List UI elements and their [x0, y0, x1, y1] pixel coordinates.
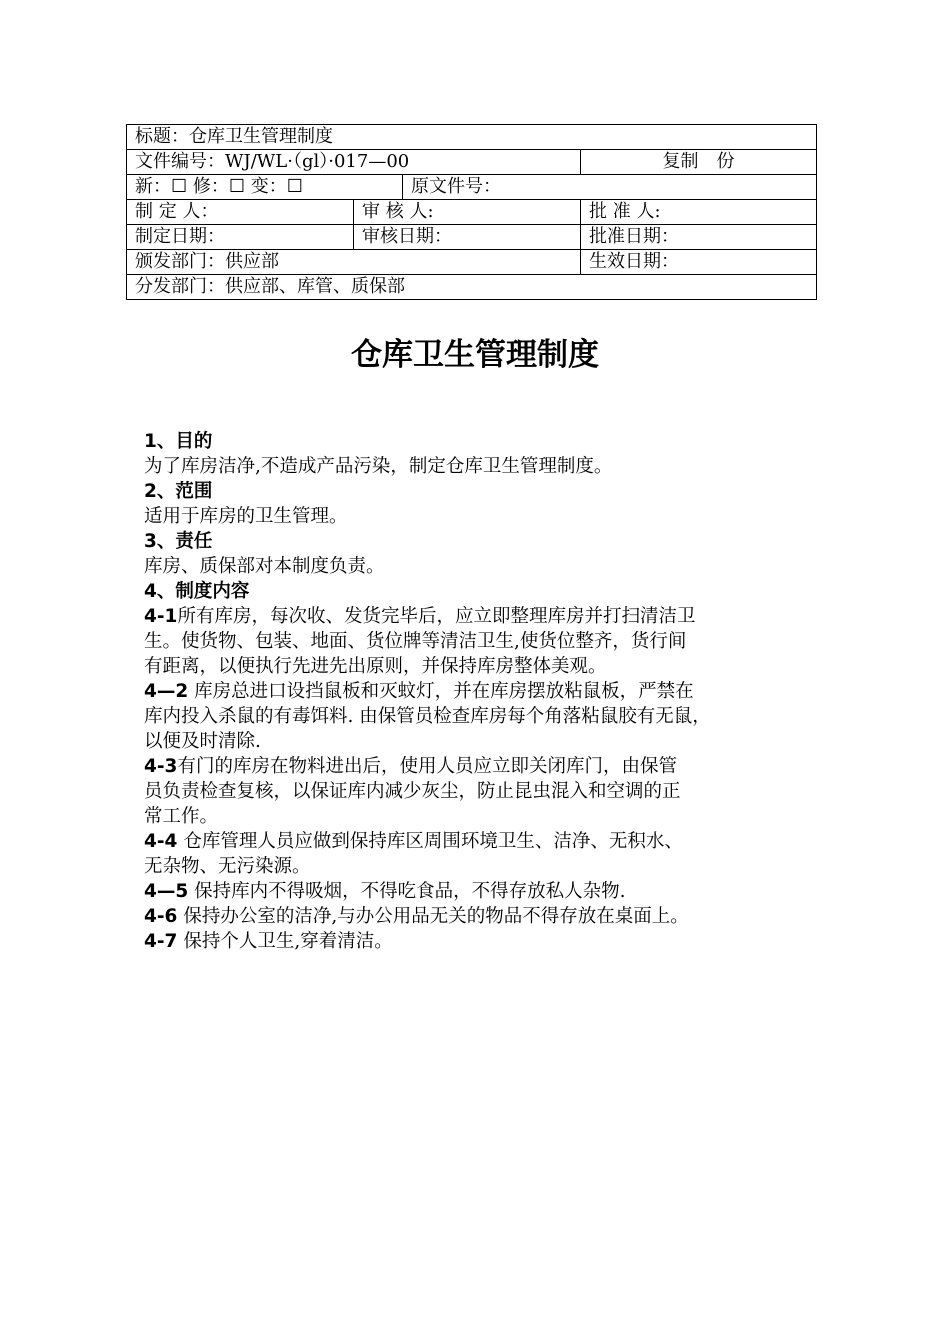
rule-item [144, 829, 824, 879]
rule-number: 4-6 [144, 906, 178, 927]
section-text-responsibility: 库房、质保部对本制度负责。 [144, 556, 385, 577]
section-heading-purpose: 1、目的 [144, 431, 213, 452]
approver-cell: 批 准 人: [581, 200, 817, 225]
section-text-scope: 适用于库房的卫生管理。 [144, 506, 348, 527]
rule-text: 所有库房，每次收、发货完毕后，应立即整理库房并打扫清洁卫 [177, 606, 696, 627]
document-body [144, 429, 824, 954]
rules-list [144, 604, 824, 954]
distribution-department-cell: 分发部门：供应部、库管、质保部 [127, 275, 817, 300]
table-row [127, 200, 817, 225]
effective-date-cell: 生效日期： [581, 250, 817, 275]
rule-text-continued: 有距离，以便执行先进先出原则，并保持库房整体美观。 [144, 656, 607, 677]
section-heading-responsibility: 3、责任 [144, 531, 213, 552]
table-row [127, 175, 817, 200]
original-file-number-cell: 原文件号： [403, 175, 817, 200]
rule-text: 保持库内不得吸烟，不得吃食品，不得存放私人杂物. [188, 881, 626, 902]
rule-item [144, 679, 824, 754]
rule-number: 4-4 [144, 831, 178, 852]
rule-text-continued: 常工作。 [144, 806, 219, 827]
table-row [127, 275, 817, 300]
rule-text: 仓库管理人员应做到保持库区周围环境卫生、洁净、无积水、 [177, 831, 683, 852]
section-heading-content: 4、制度内容 [144, 581, 250, 602]
table-row [127, 125, 817, 150]
rule-item [144, 904, 824, 929]
maker-cell: 制 定 人： [127, 200, 354, 225]
rule-number: 4—2 [144, 681, 189, 702]
rule-text-continued: 以便及时清除. [144, 731, 261, 752]
table-row [127, 225, 817, 250]
section-heading-scope: 2、范围 [144, 481, 213, 502]
rule-text-continued: 无杂物、无污染源。 [144, 856, 311, 877]
rule-item [144, 929, 824, 954]
make-date-cell: 制定日期： [127, 225, 354, 250]
approve-date-cell: 批准日期： [581, 225, 817, 250]
rule-text: 保持办公室的洁净,与办公用品无关的物品不得存放在桌面上。 [177, 906, 689, 927]
file-number-cell: 文件编号：WJ/WL·（gl）·017—00 [127, 150, 581, 175]
rule-text: 保持个人卫生,穿着清洁。 [177, 931, 393, 952]
review-date-cell: 审核日期： [354, 225, 581, 250]
section-text-purpose: 为了库房洁净,不造成产品污染，制定仓库卫生管理制度。 [144, 456, 613, 477]
rule-text-continued: 员负责检查复核，以保证库内减少灰尘，防止昆虫混入和空调的正 [144, 781, 681, 802]
table-row [127, 250, 817, 275]
rule-text: 有门的库房在物料进出后，使用人员应立即关闭库门，由保管 [177, 756, 677, 777]
title-cell: 标题：仓库卫生管理制度 [127, 125, 817, 150]
rule-text-continued: 库内投入杀鼠的有毒饵料. 由保管员检查库房每个角落粘鼠胶有无鼠， [144, 706, 711, 727]
rule-number: 4-7 [144, 931, 178, 952]
rule-text-continued: 生。使货物、包装、地面、货位牌等清洁卫生,使货位整齐，货行间 [144, 631, 687, 652]
reviewer-cell: 审 核 人: [354, 200, 581, 225]
rule-number: 4-3 [144, 756, 178, 777]
page-title: 仓库卫生管理制度 [351, 337, 599, 373]
rule-item [144, 604, 824, 679]
rule-item [144, 754, 824, 829]
rule-item [144, 879, 824, 904]
issuing-department-cell: 颁发部门：供应部 [127, 250, 581, 275]
rule-number: 4—5 [144, 881, 189, 902]
table-row [127, 150, 817, 175]
copy-count-cell: 复制 份 [581, 150, 817, 175]
document-info-table [126, 124, 817, 300]
rule-text: 库房总进口设挡鼠板和灭蚊灯，并在库房摆放粘鼠板，严禁在 [188, 681, 694, 702]
revision-status-cell: 新：☐ 修：☐ 变：☐ [127, 175, 403, 200]
rule-number: 4-1 [144, 606, 178, 627]
